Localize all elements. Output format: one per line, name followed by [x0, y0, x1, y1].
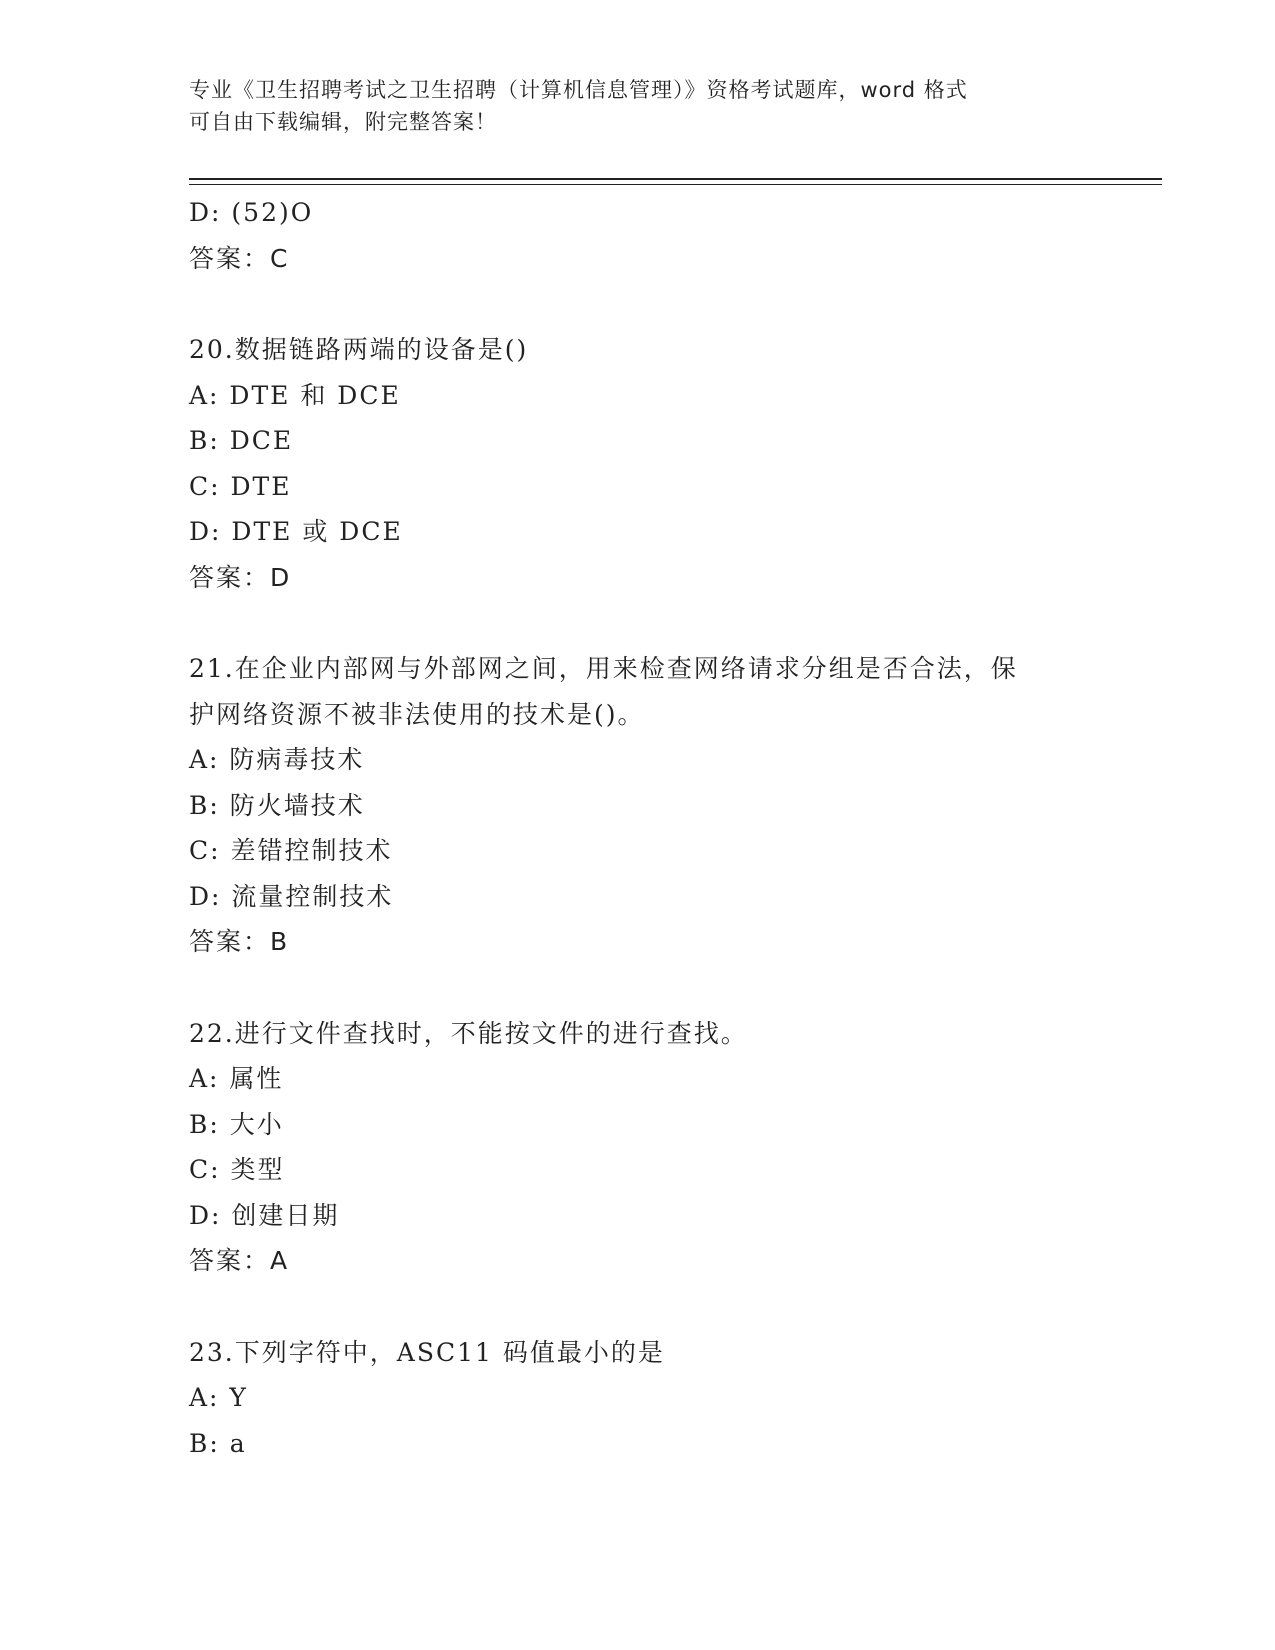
option-d: D: DTE 或 DCE [189, 517, 403, 546]
option-a: A: 防病毒技术 [189, 745, 365, 774]
option-b: B: 防火墙技术 [189, 790, 365, 820]
header-line-1: 专业《卫生招聘考试之卫生招聘（计算机信息管理）》资格考试题库，word 格式 [189, 78, 968, 102]
question-21 [189, 646, 1089, 965]
option-d: D: (52)O [189, 198, 314, 227]
question-19-tail [189, 190, 1089, 281]
question-text: 20.数据链路两端的设备是() [189, 335, 529, 364]
option-b: B: 大小 [189, 1109, 284, 1139]
option-a: A: DTE 和 DCE [189, 380, 401, 410]
question-text: 23.下列字符中，ASC11 码值最小的是 [189, 1337, 665, 1367]
option-b: B: a [189, 1428, 247, 1458]
question-text: 22.进行文件查找时，不能按文件的进行查找。 [189, 1018, 748, 1048]
answer-line: 答案：D [189, 562, 292, 592]
answer-line: 答案：A [189, 1246, 290, 1275]
question-22 [189, 1011, 1089, 1284]
question-list [189, 190, 1089, 1466]
option-c: C: 类型 [189, 1155, 285, 1184]
option-c: C: DTE [189, 471, 292, 501]
spacer [189, 1284, 1089, 1330]
document-header [189, 74, 1069, 138]
header-divider-thin [189, 184, 1162, 185]
spacer [189, 965, 1089, 1011]
spacer [189, 281, 1089, 327]
answer-line: 答案：C [189, 243, 290, 273]
spacer [189, 600, 1089, 646]
option-b: B: DCE [189, 426, 294, 455]
option-c: C: 差错控制技术 [189, 836, 393, 865]
header-line-2: 可自由下载编辑，附完整答案！ [189, 110, 497, 134]
option-d: D: 流量控制技术 [189, 881, 394, 911]
question-text-line-1: 21.在企业内部网与外部网之间，用来检查网络请求分组是否合法，保 [189, 654, 1018, 683]
option-a: A: 属性 [189, 1064, 284, 1093]
option-a: A: Y [189, 1383, 248, 1412]
question-text-line-2: 护网络资源不被非法使用的技术是()。 [189, 699, 645, 729]
header-divider-thick [189, 178, 1162, 180]
question-23 [189, 1330, 1089, 1467]
question-20 [189, 327, 1089, 600]
option-d: D: 创建日期 [189, 1200, 340, 1230]
answer-line: 答案：B [189, 927, 290, 956]
